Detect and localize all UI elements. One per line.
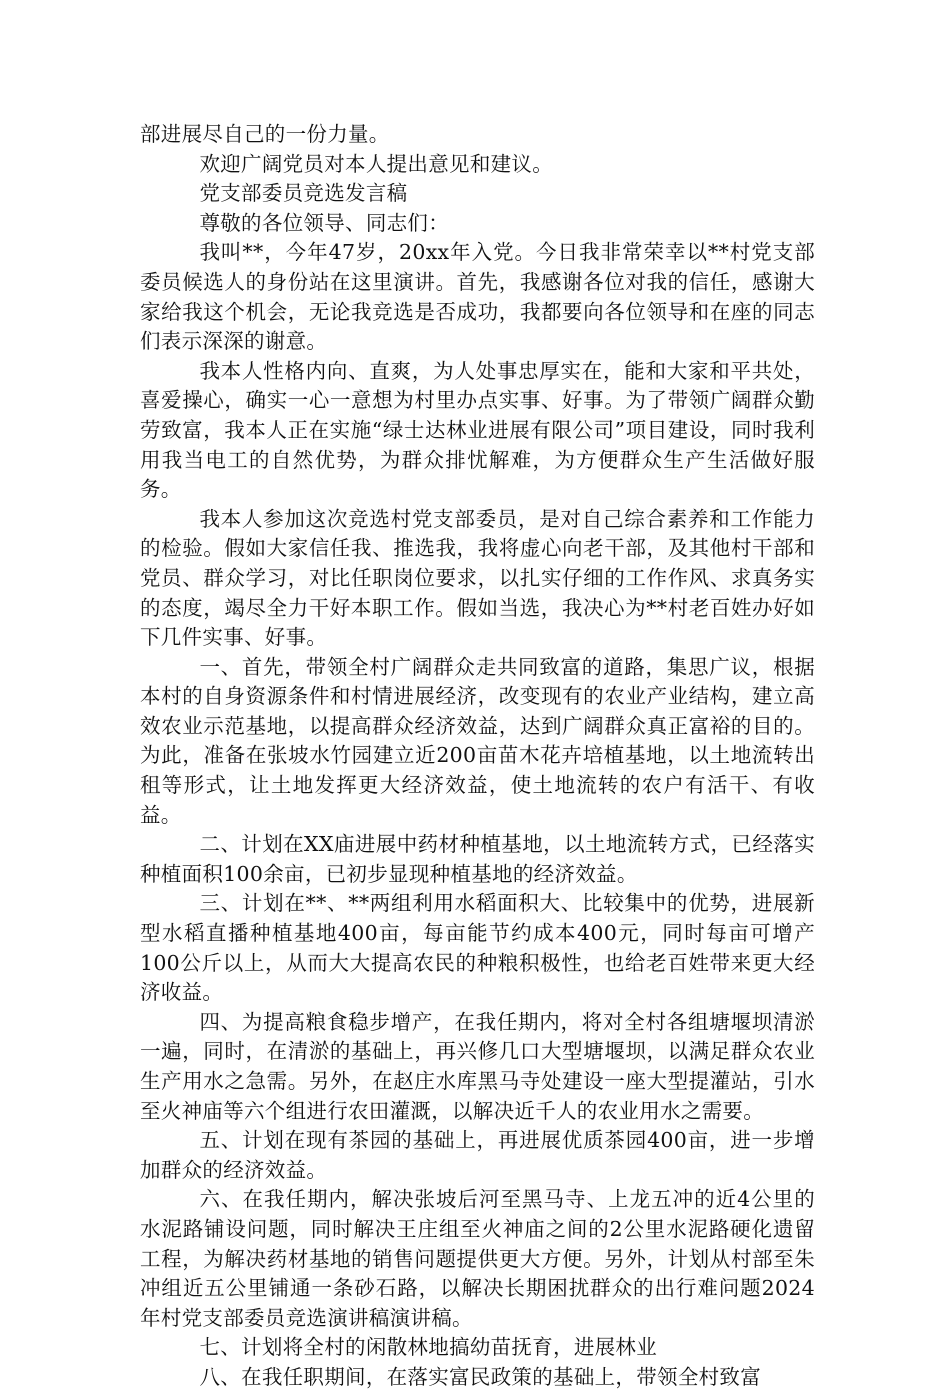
document-body xyxy=(140,120,815,1393)
paragraph: 我本人参加这次竞选村党支部委员，是对自己综合素养和工作能力的检验。假如大家信任我、推选我，我将虚心向老干部，及其他村干部和党员、群众学习，对比任职岗位要求，以扎实仔细的工作作风、求真务实的态度，竭尽全力干好本职工作。假如当选，我决心为**村老百姓办好如下几件实事、好事。 xyxy=(140,506,815,650)
paragraph: 一、首先，带领全村广阔群众走共同致富的道路，集思广议，根据本村的自身资源条件和村情进展经济，改变现有的农业产业结构，建立高效农业示范基地，以提高群众经济效益，达到广阔群众真正富裕的目的。为此，准备在张坡水竹园建立近200亩苗木花卉培植基地，以土地流转出租等形式，让土地发挥更大经济效益，使土地流转的农户有活干、有收益。 xyxy=(140,654,815,827)
paragraph: 四、为提高粮食稳步增产，在我任期内，将对全村各组塘堰坝清淤一遍，同时，在清淤的基础上，再兴修几口大型塘堰坝，以满足群众农业生产用水之急需。另外，在赵庄水库黑马寺处建设一座大型提灌站，引水至火神庙等六个组进行农田灌溉，以解决近千人的农业用水之需要。 xyxy=(140,1009,815,1123)
paragraph: 欢迎广阔党员对本人提出意见和建议。 xyxy=(199,151,554,176)
paragraph: 五、计划在现有茶园的基础上，再进展优质茶园400亩，进一步增加群众的经济效益。 xyxy=(140,1128,815,1182)
paragraph: 我叫**，今年47岁，20xx年入党。今日我非常荣幸以**村党支部委员候选人的身份站在这里演讲。首先，我感谢各位对我的信任，感谢大家给我这个机会，无论我竞选是否成功，我都要向各位领导和在座的同志们表示深深的谢意。 xyxy=(140,240,815,354)
paragraph: 七、计划将全村的闲散林地搞幼苗抚育，进展林业 xyxy=(199,1335,658,1360)
paragraph: 二、计划在XX庙进展中药材种植基地，以土地流转方式，已经落实种植面积100余亩，已初步显现种植基地的经济效益。 xyxy=(140,832,815,886)
paragraph: 我本人性格内向、直爽，为人处事忠厚实在，能和大家和平共处，喜爱操心，确实一心一意想为村里办点实事、好事。为了带领广阔群众勤劳致富，我本人正在实施“绿士达林业进展有限公司”项目建设，同时我利用我当电工的自然优势，为群众排忧解难，为方便群众生产生活做好服务。 xyxy=(140,358,815,502)
paragraph: 部进展尽自己的一份力量。 xyxy=(140,122,390,146)
paragraph: 尊敬的各位领导、同志们： xyxy=(199,210,450,235)
paragraph: 党支部委员竞选发言稿 xyxy=(199,181,408,206)
paragraph: 八、在我任职期间，在落实富民政策的基础上，带领全村致富 xyxy=(199,1364,762,1389)
paragraph: 六、在我任期内，解决张坡后河至黑马寺、上龙五冲的近4公里的水泥路铺设问题，同时解决王庄组至火神庙之间的2公里水泥路硬化遗留工程，为解决药材基地的销售问题提供更大方便。另外，计划从村部至朱冲组近五公里铺通一条砂石路，以解决长期困扰群众的出行难问题2024年村党支部委员竞选演讲稿演讲稿。 xyxy=(140,1187,815,1330)
paragraph: 三、计划在**、**两组利用水稻面积大、比较集中的优势，进展新型水稻直播种植基地400亩，每亩能节约成本400元，同时每亩可增产100公斤以上，从而大大提高农民的种粮积极性，也给老百姓带来更大经济收益。 xyxy=(140,891,815,1005)
